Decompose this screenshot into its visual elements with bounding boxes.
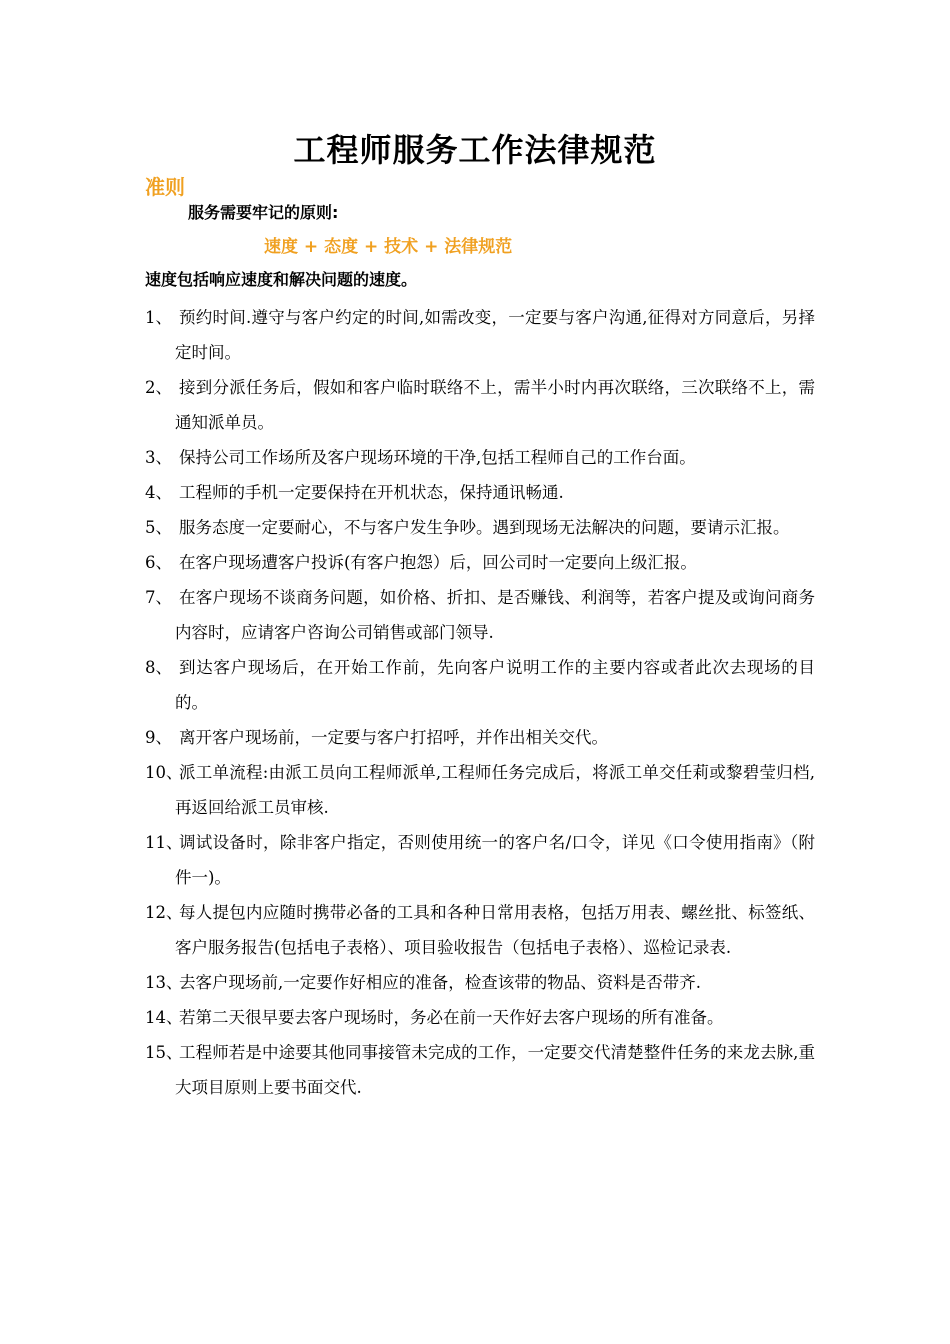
rule-number: 12、 <box>145 903 183 922</box>
rule-number: 6、 <box>145 553 172 572</box>
rule-text: 若第二天很早要去客户现场时，务必在前一天作好去客户现场的所有准备。 <box>179 1008 724 1027</box>
rule-text: 服务态度一定要耐心，不与客户发生争吵。遇到现场无法解决的问题，要请示汇报。 <box>179 518 790 537</box>
speed-note: 速度包括响应速度和解决问题的速度。 <box>145 270 418 289</box>
rule-text: 去客户现场前,一定要作好相应的准备，检查该带的物品、资料是否带齐. <box>179 973 701 992</box>
rule-number: 15、 <box>145 1043 183 1062</box>
page-title: 工程师服务工作法律规范 <box>293 131 657 169</box>
rule-item <box>145 580 815 650</box>
rule-number: 13、 <box>145 973 183 992</box>
rule-item <box>145 650 815 720</box>
rule-number: 5、 <box>145 518 172 537</box>
rule-text: 在客户现场遭客户投诉(有客户抱怨）后，回公司时一定要向上级汇报。 <box>179 553 697 572</box>
rule-text: 工程师若是中途要其他同事接管未完成的工作，一定要交代清楚整件任务的来龙去脉,重大项目原则上要书面交代. <box>175 1043 815 1097</box>
rule-text: 离开客户现场前，一定要与客户打招呼，并作出相关交代。 <box>179 728 608 747</box>
rule-text: 接到分派任务后，假如和客户临时联络不上，需半小时内再次联络，三次联络不上，需通知派单员。 <box>175 378 815 432</box>
rule-number: 14、 <box>145 1008 183 1027</box>
rule-text: 保持公司工作场所及客户现场环境的干净,包括工程师自己的工作台面。 <box>179 448 696 467</box>
principle-formula: 速度 + 态度 + 技术 + 法律规范 <box>264 237 513 257</box>
rule-item <box>145 895 815 965</box>
rule-item <box>145 510 815 545</box>
section-heading: 准则 <box>145 175 185 199</box>
rules-list <box>145 300 815 1105</box>
rule-item <box>145 1035 815 1105</box>
rule-text: 工程师的手机一定要保持在开机状态，保持通讯畅通. <box>179 483 564 502</box>
rule-number: 9、 <box>145 728 172 747</box>
rule-text: 在客户现场不谈商务问题，如价格、折扣、是否赚钱、利润等，若客户提及或询问商务内容时，应请客户咨询公司销售或部门领导. <box>175 588 815 642</box>
rule-number: 1、 <box>145 308 172 327</box>
rule-item <box>145 1000 815 1035</box>
rule-text: 到达客户现场后，在开始工作前，先向客户说明工作的主要内容或者此次去现场的目的。 <box>175 658 815 712</box>
rule-item <box>145 825 815 895</box>
rule-number: 8、 <box>145 658 172 677</box>
rule-text: 调试设备时，除非客户指定，否则使用统一的客户名/口令，详见《口令使用指南》（附件一)。 <box>175 833 815 887</box>
rule-number: 10、 <box>145 763 183 782</box>
rule-item <box>145 545 815 580</box>
rule-item <box>145 965 815 1000</box>
rule-number: 11、 <box>145 833 183 852</box>
rule-number: 4、 <box>145 483 172 502</box>
principle-intro: 服务需要牢记的原则: <box>188 203 339 222</box>
rule-text: 每人提包内应随时携带必备的工具和各种日常用表格，包括万用表、螺丝批、标签纸、客户服务报告(包括电子表格）、项目验收报告（包括电子表格）、巡检记录表. <box>175 903 815 957</box>
rule-number: 7、 <box>145 588 172 607</box>
rule-item <box>145 440 815 475</box>
rule-text: 预约时间.遵守与客户约定的时间,如需改变，一定要与客户沟通,征得对方同意后，另择定时间。 <box>175 308 815 362</box>
rule-item <box>145 370 815 440</box>
rule-item <box>145 300 815 370</box>
rule-item <box>145 475 815 510</box>
rule-text: 派工单流程:由派工员向工程师派单,工程师任务完成后，将派工单交任莉或黎碧莹归档,再返回给派工员审核. <box>175 763 815 817</box>
rule-item <box>145 720 815 755</box>
rule-item <box>145 755 815 825</box>
rule-number: 3、 <box>145 448 172 467</box>
rule-number: 2、 <box>145 378 172 397</box>
